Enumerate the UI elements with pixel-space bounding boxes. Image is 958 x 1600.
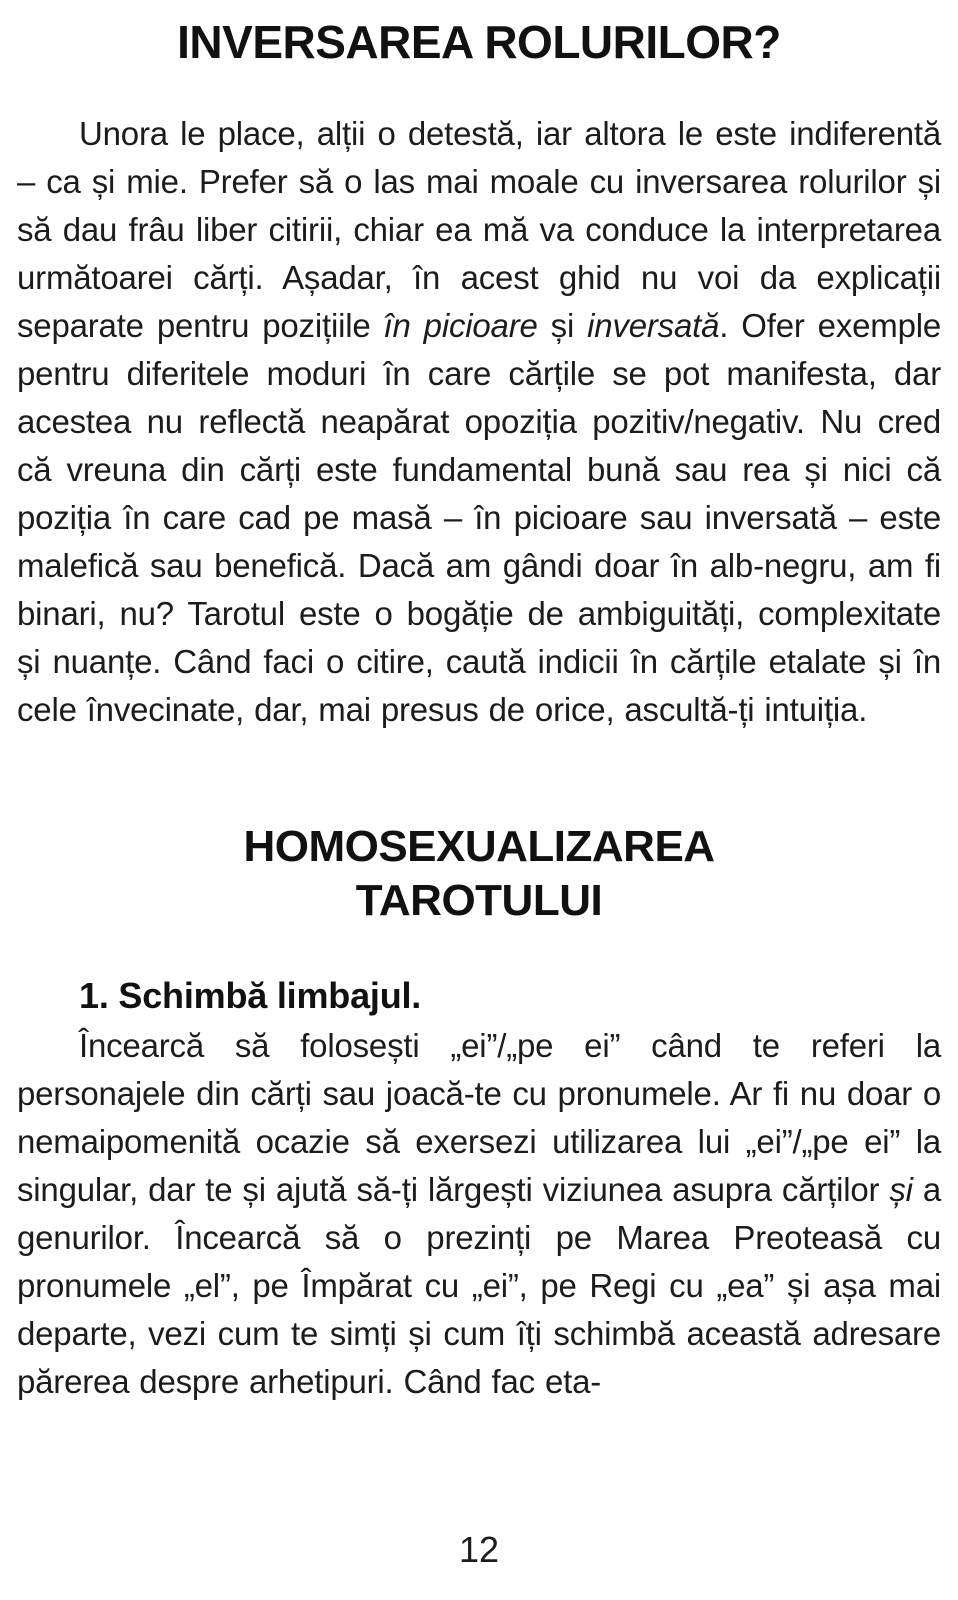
paragraph2-text-run: a genurilor. Încearcă să o prezinți pe Marea Preoteasă cu pronumele „el”, pe Împărat cu „ei”, pe Regi cu „ea” și așa mai departe, vezi cum te simți și cum îți schimbă această adresare părerea despre arhetipuri. Când fac eta-	[17, 1171, 941, 1400]
subsection-heading: 1. Schimbă limbajul.	[79, 975, 422, 1016]
chapter-title: INVERSAREA ROLURILOR?	[177, 16, 781, 68]
paragraph1-italic-phrase-inversata: inversată	[587, 307, 720, 344]
body-paragraph-1	[17, 110, 941, 734]
paragraph1-text-run: . Ofer exemple pentru diferitele moduri în care cărțile se pot manifesta, dar acestea nu reflectă neapărat opoziția pozitiv/negativ. Nu cred că vreuna din cărți este fundamental bună sau rea și nici că poziția în care cad pe masă – în picioare sau inversată – este malefică sau benefică. Dacă am gândi doar în alb-negru, am fi binari, nu? Tarotul este o bogăție de ambiguități, complexitate și nuanțe. Când faci o citire, caută indicii în cărțile etalate și în cele învecinate, dar, mai presus de orice, ascultă-ți intuiția.	[17, 307, 942, 728]
paragraph2-italic-phrase-si: și	[889, 1171, 913, 1208]
section-title: HOMOSEXUALIZAREA TAROTULUI	[243, 822, 715, 925]
paragraph1-italic-phrase-in-picioare: în picioare	[383, 307, 538, 344]
page-number: 12	[458, 1529, 500, 1570]
paragraph1-text-run: și	[537, 307, 588, 344]
paragraph2-text-run: Încearcă să folosești „ei”/„pe ei” când te referi la personajele din cărți sau joacă-te cu pronumele. Ar fi nu doar o nemaipomenită ocazie să exersezi utilizarea lui „ei”/„pe ei” la singular, dar te și ajută să-ți lărgești viziunea asupra cărților	[17, 1027, 941, 1208]
body-paragraph-2	[17, 1022, 941, 1406]
paragraph1-text-run: Unora le place, alții o detestă, iar altora le este indiferentă – ca și mie. Prefer să o las mai moale cu inversarea rolurilor și să dau frâu liber citirii, chiar ea mă va conduce la interpretarea următoarei cărți. Așadar, în acest ghid nu voi da explicații separate pentru pozițiile	[17, 115, 941, 344]
